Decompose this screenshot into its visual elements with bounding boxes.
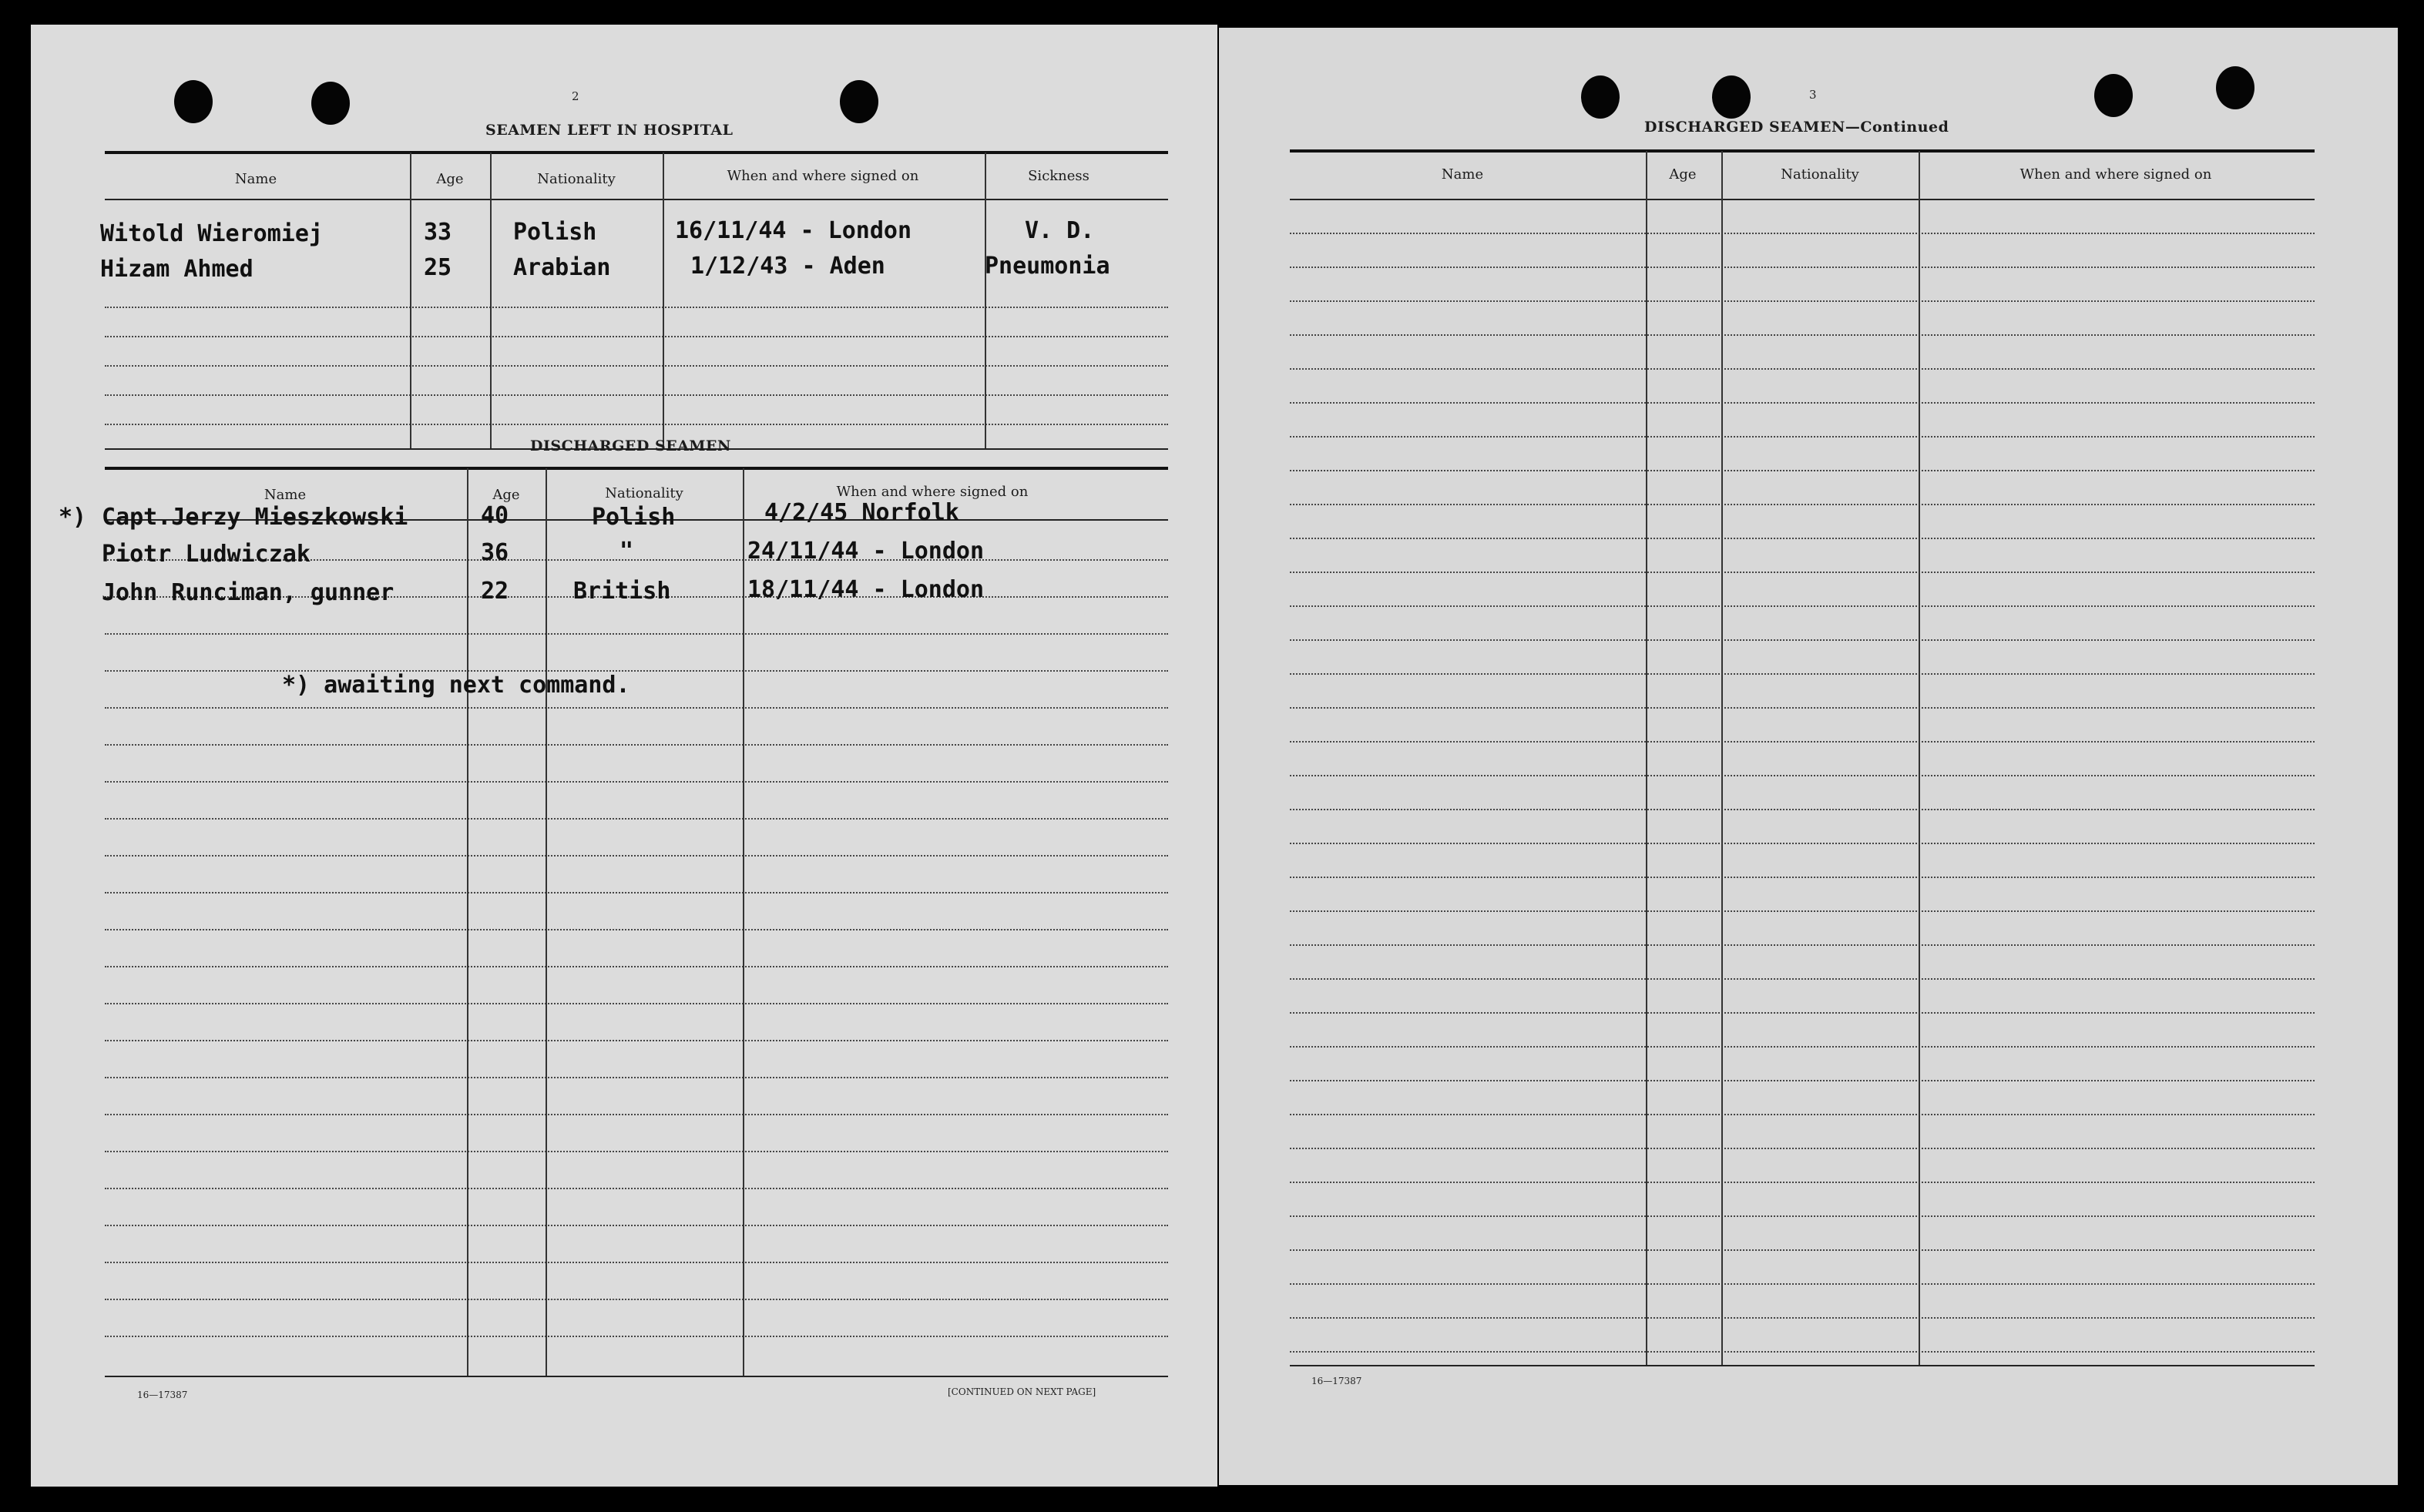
column-line [467, 468, 468, 1376]
table-rule [105, 365, 1168, 367]
right-page [1219, 28, 2398, 1485]
table-rule [1290, 1283, 2315, 1285]
hospital-name: Hizam Ahmed [100, 256, 253, 283]
table-rule [105, 467, 1168, 470]
discharged-name: John Runciman, gunner [102, 579, 394, 606]
page-number: 3 [1809, 88, 1817, 102]
table-rule [1290, 1080, 2315, 1081]
page-number: 2 [572, 89, 579, 103]
table-rule [1290, 233, 2315, 234]
hospital-nationality: Polish [513, 219, 597, 246]
table-rule [105, 1040, 1168, 1041]
column-line [410, 153, 411, 448]
table-rule [1290, 707, 2315, 709]
table-rule [105, 929, 1168, 930]
table-rule [1290, 605, 2315, 607]
table-rule [1290, 1046, 2315, 1048]
table-rule [1290, 402, 2315, 404]
col-header-age: Age [436, 171, 464, 187]
table-rule [1290, 910, 2315, 912]
row-marker: *) [59, 504, 87, 531]
hospital-sickness: V. D. [1025, 217, 1095, 244]
table-rule [1290, 809, 2315, 810]
column-line [985, 153, 986, 448]
table-rule [105, 855, 1168, 857]
table-rule [1290, 775, 2315, 776]
punch-hole [840, 80, 878, 123]
table-rule [105, 670, 1168, 672]
hospital-signed: 16/11/44 - London [675, 217, 912, 244]
hospital-age: 25 [424, 254, 452, 281]
table-rule [105, 966, 1168, 967]
hospital-sickness: Pneumonia [985, 253, 1110, 280]
table-rule [1290, 1012, 2315, 1014]
table-rule [105, 892, 1168, 893]
table-rule [105, 1376, 1168, 1377]
table-rule [105, 1336, 1168, 1337]
table-rule [105, 781, 1168, 783]
punch-hole [2216, 66, 2254, 109]
table-rule [105, 199, 1168, 200]
column-line [1646, 151, 1647, 1365]
table-rule [1290, 504, 2315, 505]
table-rule [105, 744, 1168, 746]
table-rule [105, 1003, 1168, 1004]
col-header-name: Name [234, 171, 277, 187]
punch-hole [1581, 75, 1620, 119]
hospital-age: 33 [424, 219, 452, 246]
table-rule [1290, 572, 2315, 573]
discharged-title: DISCHARGED SEAMEN [530, 438, 731, 454]
column-line [546, 468, 547, 1376]
table-rule [105, 1262, 1168, 1263]
table-rule [1290, 1365, 2315, 1366]
punch-hole [311, 82, 350, 125]
continued-note: [CONTINUED ON NEXT PAGE] [948, 1386, 1096, 1397]
table-rule [1290, 300, 2315, 302]
col-header-name: Name [1441, 166, 1484, 183]
punch-hole [174, 80, 213, 123]
table-rule [1290, 639, 2315, 641]
discharged-name: Capt.Jerzy Mieszkowski [102, 504, 408, 531]
table-rule [1290, 199, 2315, 200]
column-line [1721, 151, 1723, 1365]
table-rule [1290, 843, 2315, 844]
col-header-signed: When and where signed on [2019, 166, 2212, 183]
discharged-age: 22 [481, 578, 509, 605]
punch-hole [2094, 74, 2133, 117]
table-rule [105, 633, 1168, 635]
table-rule [1290, 1182, 2315, 1183]
table-rule [105, 1225, 1168, 1226]
hospital-title: SEAMEN LEFT IN HOSPITAL [485, 122, 734, 139]
left-page [31, 25, 1217, 1487]
col-header-age: Age [492, 487, 520, 503]
column-line [490, 153, 492, 448]
table-rule [1290, 436, 2315, 438]
column-line [743, 468, 744, 1376]
column-line [663, 153, 664, 448]
table-rule [1290, 368, 2315, 370]
table-rule [105, 307, 1168, 308]
discharged-nationality: British [573, 578, 671, 605]
table-rule [105, 707, 1168, 709]
table-rule [105, 1299, 1168, 1300]
table-rule [105, 151, 1168, 154]
table-rule [1290, 1249, 2315, 1251]
table-rule [105, 1077, 1168, 1078]
footnote: *) awaiting next command. [282, 672, 630, 699]
col-header-nationality: Nationality [537, 171, 616, 187]
hospital-nationality: Arabian [513, 254, 611, 281]
table-rule [1290, 334, 2315, 336]
col-header-signed: When and where signed on [836, 484, 1029, 500]
discharged-nationality: " [619, 538, 634, 565]
discharged-name: Piotr Ludwiczak [102, 541, 311, 568]
table-rule [1290, 944, 2315, 946]
table-rule [1290, 470, 2315, 471]
table-rule [105, 394, 1168, 396]
table-rule [105, 424, 1168, 425]
discharged-age: 40 [481, 502, 509, 529]
col-header-signed: When and where signed on [727, 168, 919, 184]
column-line [1919, 151, 1920, 1365]
discharged-signed: 24/11/44 - London [747, 538, 985, 565]
table-rule [1290, 538, 2315, 539]
discharged-nationality: Polish [592, 504, 676, 531]
table-rule [1290, 741, 2315, 743]
table-rule [1290, 1148, 2315, 1149]
col-header-nationality: Nationality [1781, 166, 1859, 183]
table-rule [105, 1188, 1168, 1189]
table-rule [1290, 673, 2315, 675]
col-header-sickness: Sickness [1028, 168, 1089, 184]
form-number: 16—17387 [137, 1390, 188, 1400]
col-header-name: Name [264, 487, 307, 503]
table-rule [1290, 978, 2315, 980]
page-title: DISCHARGED SEAMEN—Continued [1644, 119, 1949, 136]
discharged-signed: 4/2/45 Norfolk [764, 499, 959, 526]
table-rule [105, 1151, 1168, 1152]
col-header-nationality: Nationality [605, 485, 683, 501]
col-header-age: Age [1669, 166, 1697, 183]
form-number: 16—17387 [1311, 1376, 1362, 1386]
discharged-age: 36 [481, 539, 509, 566]
table-rule [1290, 1215, 2315, 1217]
table-rule [1290, 267, 2315, 268]
table-rule [1290, 1114, 2315, 1115]
table-rule [1290, 149, 2315, 153]
punch-hole [1712, 75, 1751, 119]
table-rule [1290, 877, 2315, 878]
discharged-signed: 18/11/44 - London [747, 576, 985, 603]
table-rule [105, 818, 1168, 820]
table-rule [1290, 1351, 2315, 1353]
table-rule [1290, 1317, 2315, 1319]
hospital-name: Witold Wieromiej [100, 220, 323, 247]
hospital-signed: 1/12/43 - Aden [690, 253, 885, 280]
table-rule [105, 336, 1168, 337]
table-rule [105, 1114, 1168, 1115]
